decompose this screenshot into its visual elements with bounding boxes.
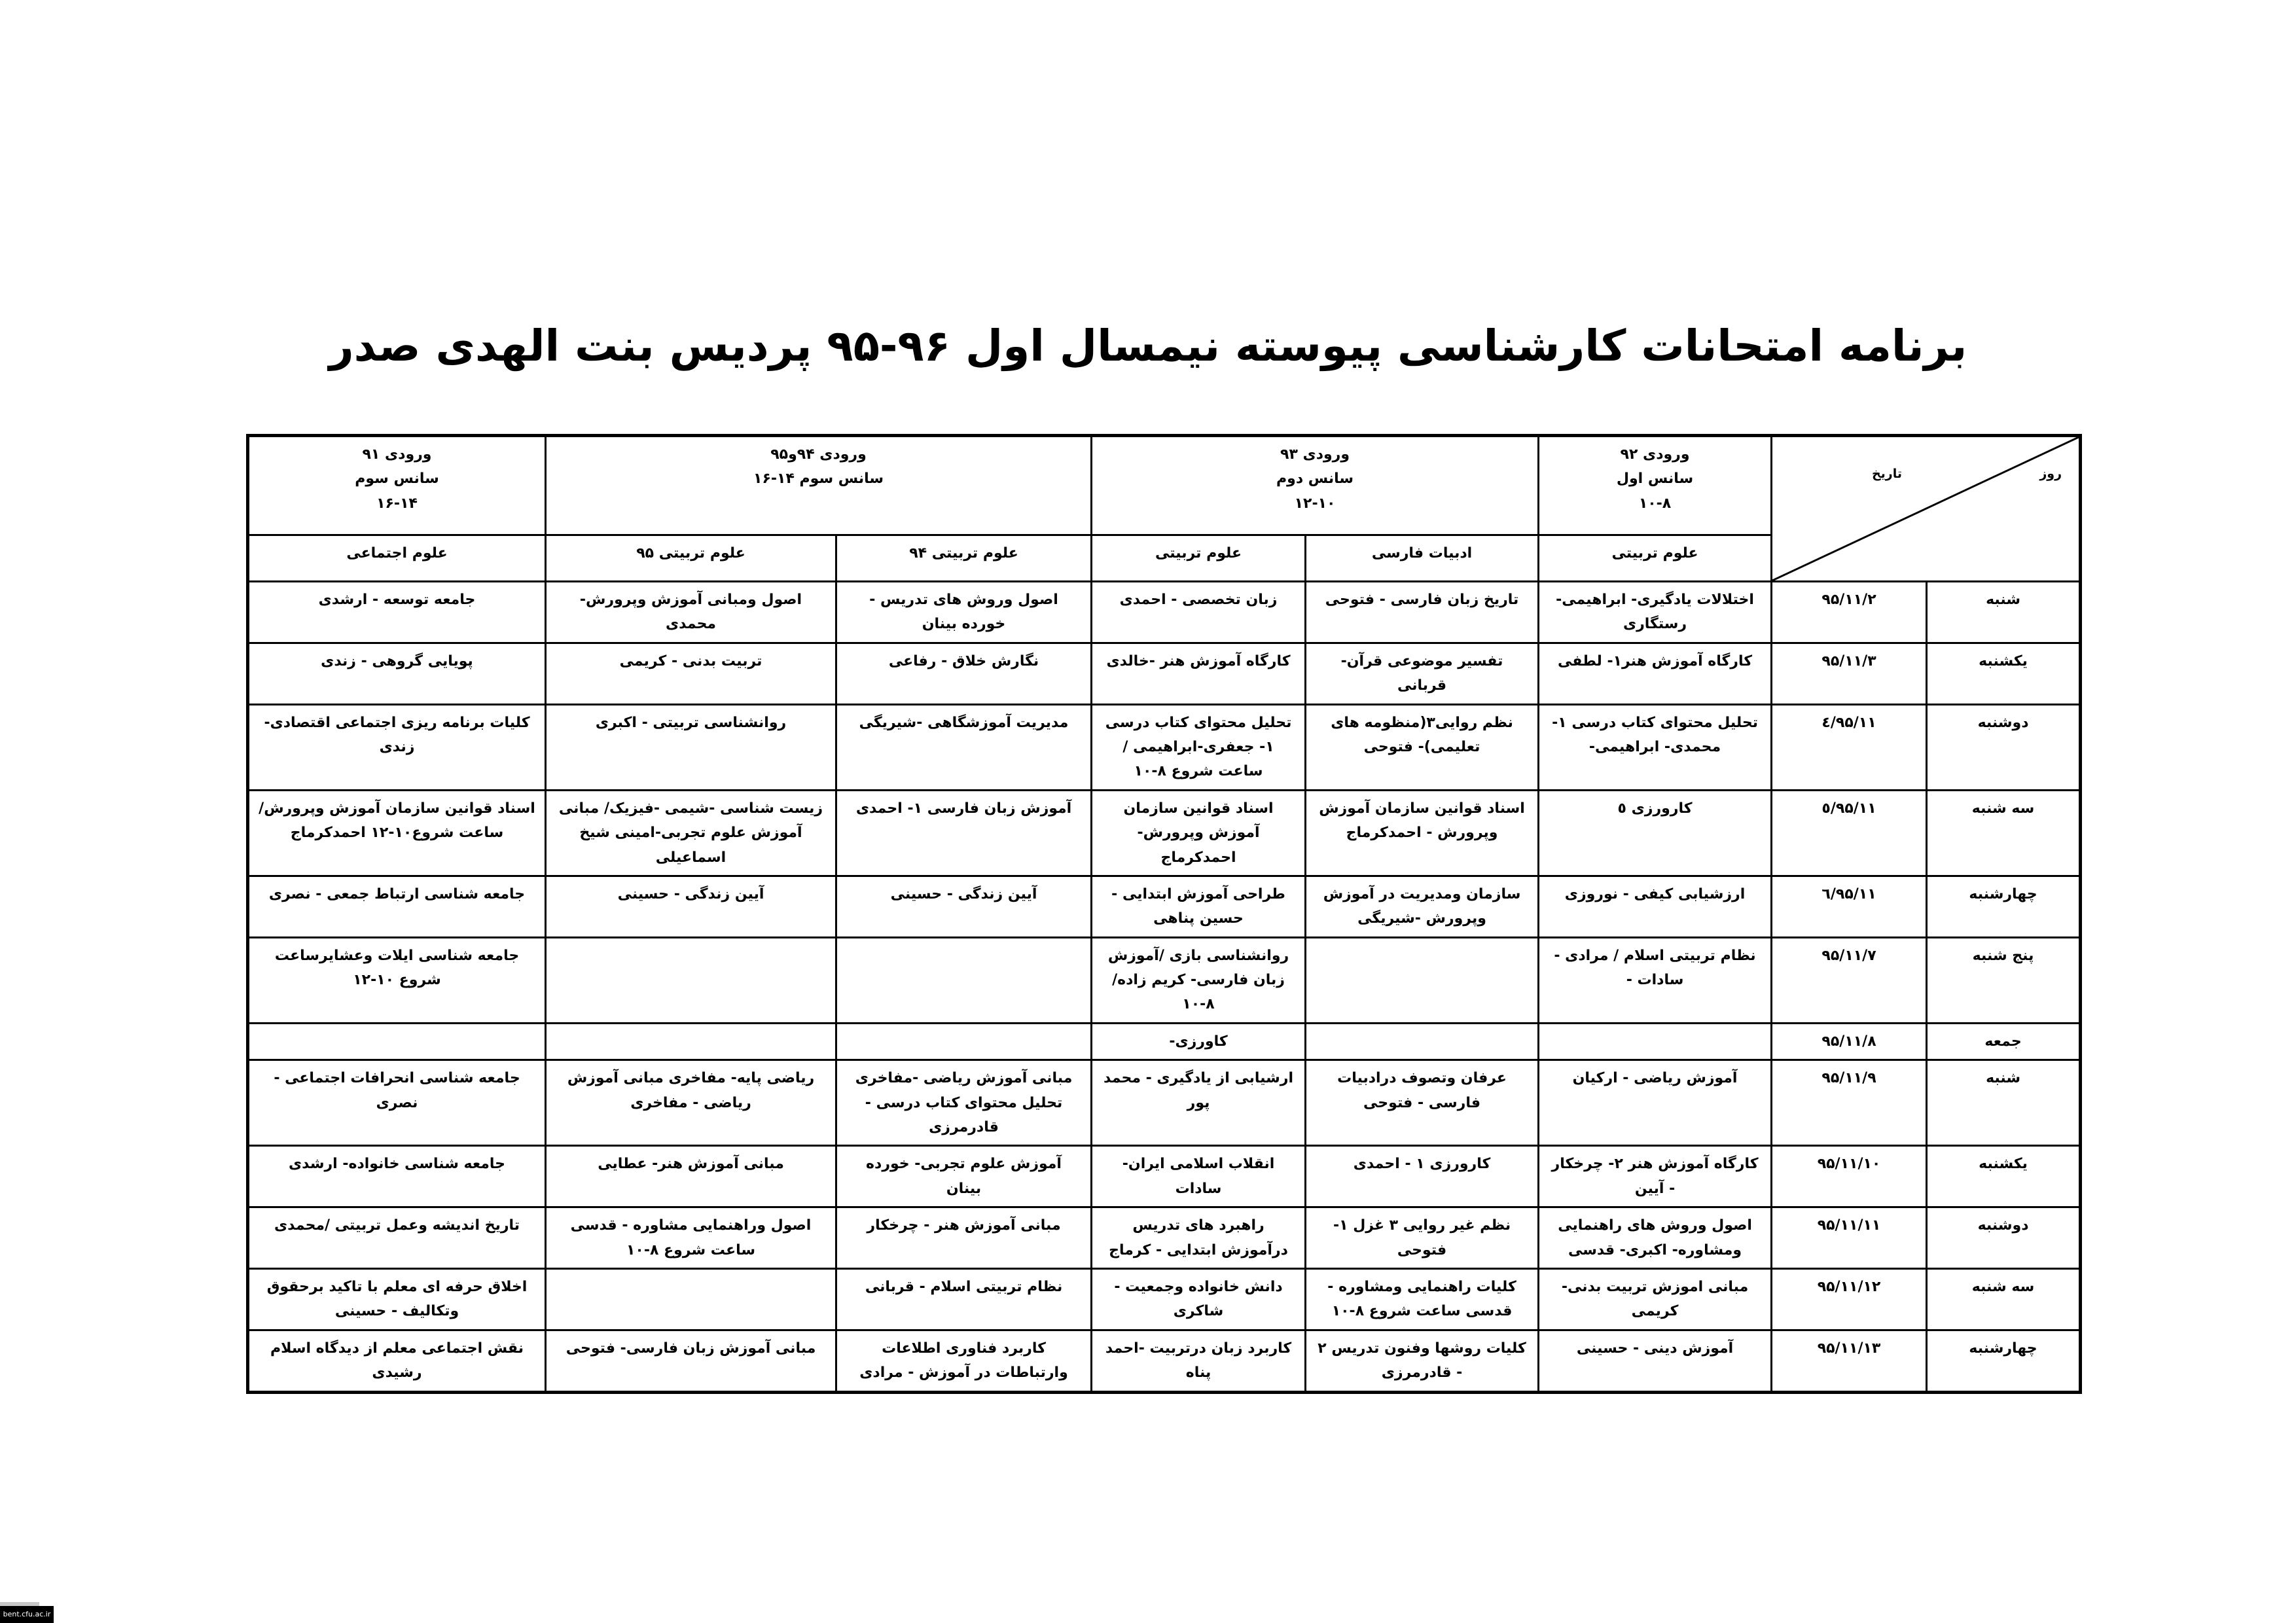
exam-cell: اخلاق حرفه ای معلم با تاکید برحقوق وتکالیف - حسینی bbox=[248, 1268, 546, 1330]
exam-cell: کلیات راهنمایی ومشاوره - قدسی ساعت شروع ۸-۱۰ bbox=[1306, 1268, 1539, 1330]
exam-cell: اسناد قوانین سازمان آموزش وپرورش-احمدکرماج bbox=[1092, 790, 1306, 876]
exam-cell: آموزش ریاضی - ارکیان bbox=[1539, 1060, 1772, 1146]
exam-cell bbox=[248, 1023, 546, 1060]
exam-cell: اصول ومبانی آموزش وپرورش- محمدی bbox=[546, 582, 836, 643]
date-column-label: تاریخ bbox=[1871, 467, 1903, 481]
exam-cell: ارزشیابی کیفی - نوروزی bbox=[1539, 876, 1772, 937]
subject-header: علوم اجتماعی bbox=[248, 535, 546, 582]
day-cell: سه شنبه bbox=[1927, 790, 2081, 876]
exam-cell: مبانی اموزش تربیت بدنی-کریمی bbox=[1539, 1268, 1772, 1330]
exam-cell: نظام تربیتی اسلام - قربانی bbox=[836, 1268, 1092, 1330]
table-row bbox=[248, 1060, 2081, 1146]
date-cell: ۹۵/۱۱/۱۳ bbox=[1772, 1330, 1927, 1392]
exam-cell bbox=[1306, 1023, 1539, 1060]
exam-cell bbox=[1539, 1023, 1772, 1060]
day-cell: جمعه bbox=[1927, 1023, 2081, 1060]
exam-cell: جامعه شناسی انحرافات اجتماعی - نصری bbox=[248, 1060, 546, 1146]
exam-cell: کاربرد زبان درتربیت -احمد پناه bbox=[1092, 1330, 1306, 1392]
exam-cell bbox=[836, 1023, 1092, 1060]
exam-cell: جامعه توسعه - ارشدی bbox=[248, 582, 546, 643]
day-cell: دوشنبه bbox=[1927, 1207, 2081, 1269]
exam-cell: کارورزی ٥ bbox=[1539, 790, 1772, 876]
exam-cell: ریاضی پایه- مفاخری مبانی آموزش ریاضی - مفاخری bbox=[546, 1060, 836, 1146]
exam-cell: سازمان ومدیریت در آموزش وپرورش -شیریگی bbox=[1306, 876, 1539, 937]
exam-cell: مبانی آموزش ریاضی -مفاخری تحلیل محتوای کتاب درسی - قادرمرزی bbox=[836, 1060, 1092, 1146]
exam-cell: آیین زندگی - حسینی bbox=[836, 876, 1092, 937]
exam-cell: راهبرد های تدریس درآموزش ابتدایی - کرماج bbox=[1092, 1207, 1306, 1269]
exam-cell: اصول وروش های تدریس - خورده بینان bbox=[836, 582, 1092, 643]
exam-cell: کارگاه آموزش هنر۱- لطفی bbox=[1539, 643, 1772, 704]
day-cell: شنبه bbox=[1927, 1060, 2081, 1146]
day-cell: یکشنبه bbox=[1927, 1146, 2081, 1207]
day-cell: پنج شنبه bbox=[1927, 937, 2081, 1023]
exam-cell: مدیریت آموزشگاهی -شیریگی bbox=[836, 704, 1092, 790]
exam-cell: روانشناسی تربیتی - اکبری bbox=[546, 704, 836, 790]
exam-cell: مبانی آموزش زبان فارسی- فتوحی bbox=[546, 1330, 836, 1392]
page-title: برنامه امتحانات کارشناسی پیوسته نیمسال اول ۹۶-۹۵ پردیس بنت الهدی صدر bbox=[329, 321, 1967, 371]
exam-cell: انقلاب اسلامی ایران- سادات bbox=[1092, 1146, 1306, 1207]
exam-cell: کارگاه آموزش هنر ۲- چرخکار - آیین bbox=[1539, 1146, 1772, 1207]
exam-cell: جامعه شناسی خانواده- ارشدی bbox=[248, 1146, 546, 1207]
date-cell: ۹۵/۱۱/۱۱ bbox=[1772, 1207, 1927, 1269]
exam-cell: تربیت بدنی - کریمی bbox=[546, 643, 836, 704]
table-row bbox=[248, 1207, 2081, 1269]
exam-cell: تحلیل محتوای کتاب درسی ۱- محمدی- ابراهیمی- bbox=[1539, 704, 1772, 790]
exam-cell: کلیات روشها وفنون تدریس ۲ - قادرمرزی bbox=[1306, 1330, 1539, 1392]
day-cell: چهارشنبه bbox=[1927, 1330, 2081, 1392]
exam-cell: نگارش خلاق - رفاعی bbox=[836, 643, 1092, 704]
day-cell: یکشنبه bbox=[1927, 643, 2081, 704]
group-entry-94-95: ورودی ۹۴و۹۵ سانس سوم ۱۴-۱۶ bbox=[546, 436, 1092, 535]
date-cell: ۹۵/۱۱/۱۲ bbox=[1772, 1268, 1927, 1330]
table-row bbox=[248, 876, 2081, 937]
exam-cell: طراحی آموزش ابتدایی - حسین پناهی bbox=[1092, 876, 1306, 937]
group-entry-92: ورودی ۹۲ سانس اول ۱۰-۸ bbox=[1539, 436, 1772, 535]
date-cell: ۹۵/۱۱/۲ bbox=[1772, 582, 1927, 643]
date-cell: ۹۵/۱۱/۳ bbox=[1772, 643, 1927, 704]
table-row bbox=[248, 1330, 2081, 1392]
exam-cell: عرفان وتصوف درادبیات فارسی - فتوحی bbox=[1306, 1060, 1539, 1146]
exam-cell: اصول وروش های راهنمایی ومشاوره- اکبری- قدسی bbox=[1539, 1207, 1772, 1269]
exam-cell: مبانی آموزش هنر - چرخکار bbox=[836, 1207, 1092, 1269]
date-cell: ۹۵/۱۱/۱۰ bbox=[1772, 1146, 1927, 1207]
exam-cell: کاربرد فناوری اطلاعات وارتباطات در آموزش - مرادی bbox=[836, 1330, 1092, 1392]
exam-cell: پویایی گروهی - زندی bbox=[248, 643, 546, 704]
exam-cell: تاریخ اندیشه وعمل تربیتی /محمدی bbox=[248, 1207, 546, 1269]
table-row bbox=[248, 1146, 2081, 1207]
subject-header: علوم تربیتی bbox=[1539, 535, 1772, 582]
site-watermark: bent.cfu.ac.ir bbox=[0, 1606, 54, 1623]
exam-cell bbox=[546, 1268, 836, 1330]
exam-schedule-table bbox=[246, 434, 2082, 1394]
exam-cell: زبان تخصصی - احمدی bbox=[1092, 582, 1306, 643]
exam-cell: دانش خانواده وجمعیت - شاکری bbox=[1092, 1268, 1306, 1330]
subject-header: علوم تربیتی ۹۴ bbox=[836, 535, 1092, 582]
exam-cell: تاریخ زبان فارسی - فتوحی bbox=[1306, 582, 1539, 643]
table-row bbox=[248, 704, 2081, 790]
exam-cell bbox=[546, 937, 836, 1023]
exam-cell: اسناد قوانین سازمان آموزش وپرورش/ساعت شروع۱۰-۱۲ احمدکرماج bbox=[248, 790, 546, 876]
date-cell: ۹۵/۱۱/٦ bbox=[1772, 876, 1927, 937]
subject-header: ادبیات فارسی bbox=[1306, 535, 1539, 582]
table-row bbox=[248, 1023, 2081, 1060]
exam-cell: روانشناسی بازی /آموزش زبان فارسی- کریم زاده/ ۸-۱۰ bbox=[1092, 937, 1306, 1023]
exam-cell: زیست شناسی -شیمی -فیزیک/ مبانی آموزش علوم تجربی-امینی شیخ اسماعیلی bbox=[546, 790, 836, 876]
exam-cell bbox=[836, 937, 1092, 1023]
exam-cell: تفسیر موضوعی قرآن- قربانی bbox=[1306, 643, 1539, 704]
exam-cell: نظم غیر روایی ۳ غزل ۱- فتوحی bbox=[1306, 1207, 1539, 1269]
exam-cell: نقش اجتماعی معلم از دیدگاه اسلام رشیدی bbox=[248, 1330, 546, 1392]
date-cell: ۹۵/۱۱/٤ bbox=[1772, 704, 1927, 790]
exam-cell: کارورزی ۱ - احمدی bbox=[1306, 1146, 1539, 1207]
date-cell: ۹۵/۱۱/۹ bbox=[1772, 1060, 1927, 1146]
day-column-label: روز bbox=[2039, 467, 2062, 481]
exam-cell bbox=[546, 1023, 836, 1060]
exam-cell: ارشیابی از یادگیری - محمد پور bbox=[1092, 1060, 1306, 1146]
exam-cell bbox=[1306, 937, 1539, 1023]
day-cell: سه شنبه bbox=[1927, 1268, 2081, 1330]
diagonal-line bbox=[1772, 437, 2079, 580]
exam-cell: آیین زندگی - حسینی bbox=[546, 876, 836, 937]
subject-header: علوم تربیتی ۹۵ bbox=[546, 535, 836, 582]
day-cell: دوشنبه bbox=[1927, 704, 2081, 790]
group-entry-91: ورودی ۹۱ سانس سوم ۱۶-۱۴ bbox=[248, 436, 546, 535]
group-entry-93: ورودی ۹۳ سانس دوم ۱۲-۱۰ bbox=[1092, 436, 1539, 535]
table-row bbox=[248, 937, 2081, 1023]
exam-cell: آموزش زبان فارسی ۱- احمدی bbox=[836, 790, 1092, 876]
exam-cell: نظم روایی۳(منظومه های تعلیمی)- فتوحی bbox=[1306, 704, 1539, 790]
day-cell: چهارشنبه bbox=[1927, 876, 2081, 937]
table-row bbox=[248, 790, 2081, 876]
exam-cell: تحلیل محتوای کتاب درسی ۱- جعفری-ابراهیمی / ساعت شروع ۸-۱۰ bbox=[1092, 704, 1306, 790]
date-cell: ۹۵/۱۱/۸ bbox=[1772, 1023, 1927, 1060]
date-cell: ۹۵/۱۱/۷ bbox=[1772, 937, 1927, 1023]
exam-cell: نظام تربیتی اسلام / مرادی - سادات - bbox=[1539, 937, 1772, 1023]
exam-cell: کارگاه آموزش هنر -خالدی bbox=[1092, 643, 1306, 704]
group-header-row bbox=[248, 436, 2081, 535]
subject-header: علوم تربیتی bbox=[1092, 535, 1306, 582]
exam-cell: جامعه شناسی ارتباط جمعی - نصری bbox=[248, 876, 546, 937]
exam-cell: جامعه شناسی ایلات وعشایرساعت شروع ۱۰-۱۲ bbox=[248, 937, 546, 1023]
exam-cell: مبانی آموزش هنر- عطایی bbox=[546, 1146, 836, 1207]
table-row bbox=[248, 582, 2081, 643]
exam-cell: اصول وراهنمایی مشاوره - قدسی ساعت شروع ۸-۱۰ bbox=[546, 1207, 836, 1269]
table-row bbox=[248, 643, 2081, 704]
exam-cell: کاورزی- bbox=[1092, 1023, 1306, 1060]
exam-cell: آموزش دینی - حسینی bbox=[1539, 1330, 1772, 1392]
exam-cell: کلیات برنامه ریزی اجتماعی اقتصادی- زندی bbox=[248, 704, 546, 790]
exam-cell: اختلالات یادگیری- ابراهیمی- رستگاری bbox=[1539, 582, 1772, 643]
day-date-corner-cell bbox=[1772, 436, 2081, 582]
exam-cell: اسناد قوانین سازمان آموزش وپرورش - احمدکرماج bbox=[1306, 790, 1539, 876]
date-cell: ۹۵/۱۱/٥ bbox=[1772, 790, 1927, 876]
exam-cell: آموزش علوم تجربی- خورده بینان bbox=[836, 1146, 1092, 1207]
day-cell: شنبه bbox=[1927, 582, 2081, 643]
table-row bbox=[248, 1268, 2081, 1330]
